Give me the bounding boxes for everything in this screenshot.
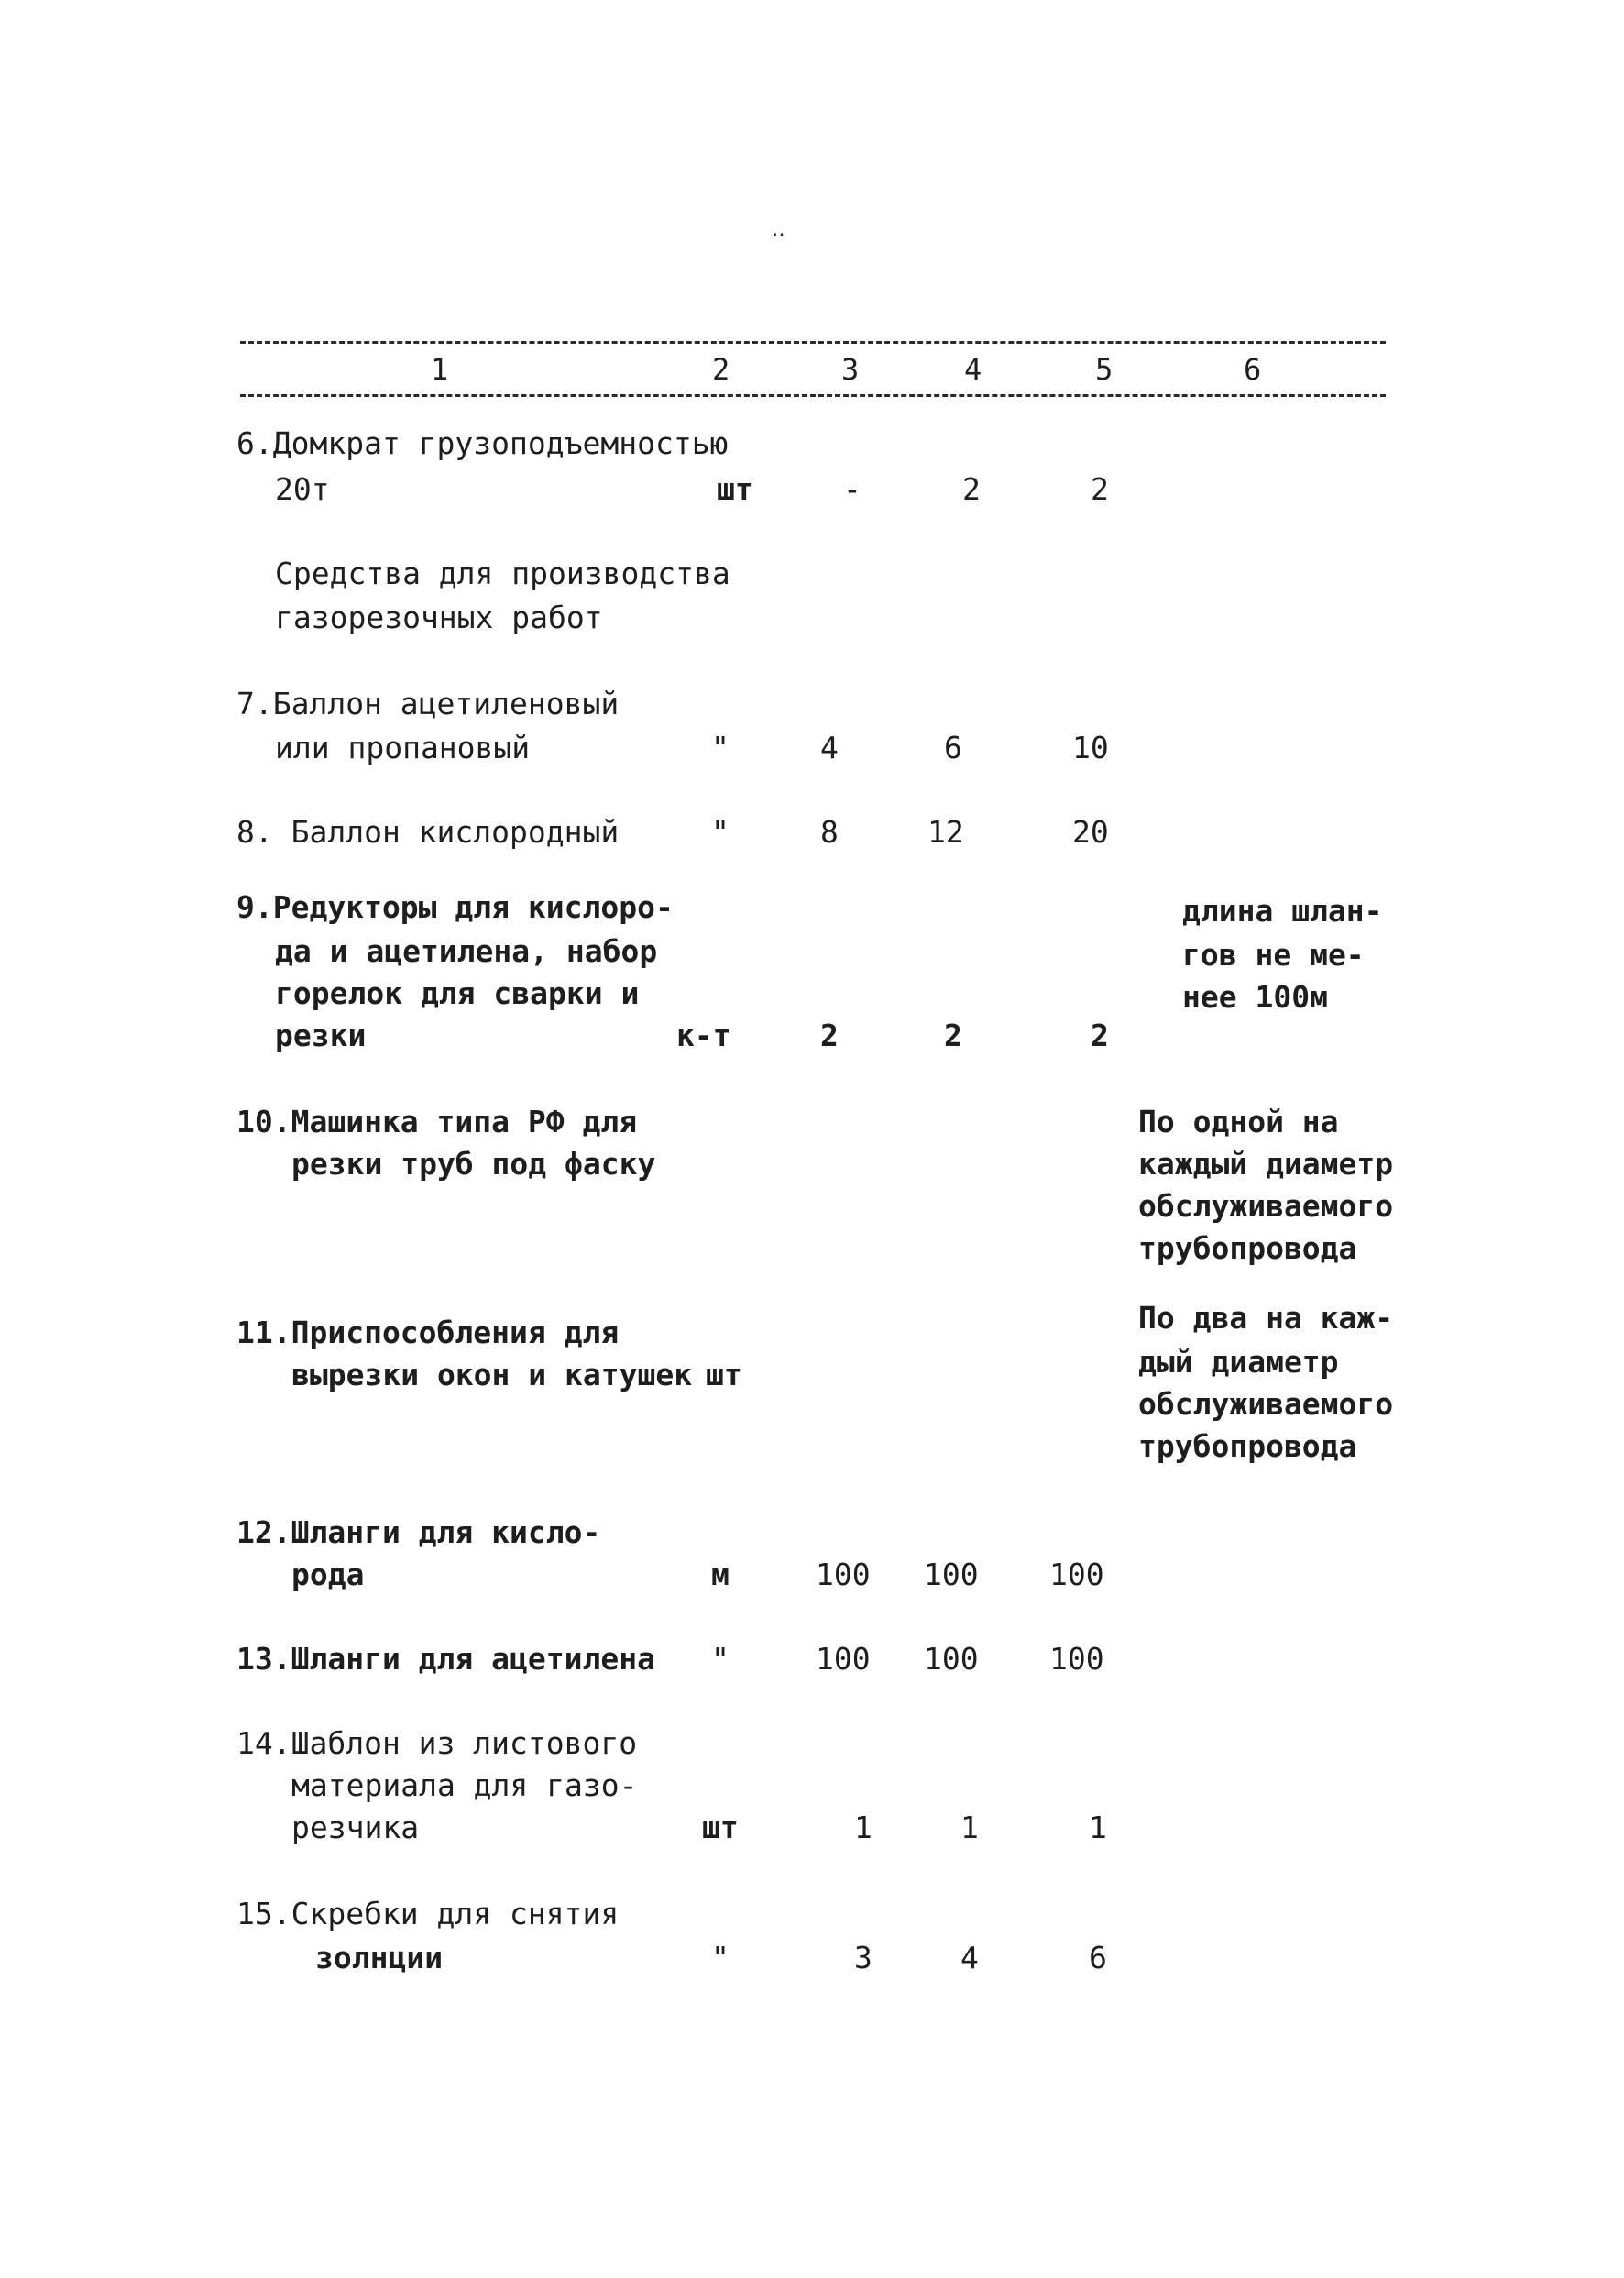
- row15-name-line1: 15.Скребки для снятия: [236, 1896, 620, 1931]
- row7-col3: 4: [820, 730, 839, 765]
- row9-name-line1: 9.Редукторы для кислоро-: [236, 889, 674, 925]
- row11-note-line1: По два на каж-: [1138, 1300, 1394, 1336]
- col-header-3: 3: [841, 352, 860, 387]
- row12-name-line2: рода: [291, 1557, 365, 1592]
- row8-name: 8. Баллон кислородный: [236, 814, 620, 850]
- row12-col4: 100: [924, 1557, 979, 1592]
- row8-col5: 20: [1072, 814, 1109, 850]
- row6-col3: -: [843, 471, 861, 507]
- row7-col4: 6: [944, 730, 962, 765]
- row11-name-line1: 11.Приспособления для: [236, 1315, 620, 1350]
- row13-col3: 100: [816, 1641, 871, 1677]
- row14-col3: 1: [854, 1810, 872, 1845]
- col-header-4: 4: [964, 352, 982, 387]
- row8-col4: 12: [927, 814, 964, 850]
- row9-col4: 2: [944, 1018, 962, 1053]
- row15-name-line2: золнции: [315, 1940, 444, 1975]
- row11-note-line2: дый диаметр: [1138, 1344, 1339, 1380]
- row6-unit: шт: [717, 471, 753, 507]
- row6-col4: 2: [962, 471, 981, 507]
- row14-unit: шт: [702, 1810, 739, 1845]
- row6-name-line2: 20т: [275, 471, 330, 507]
- row9-name-line3: горелок для сварки и: [275, 975, 640, 1011]
- row9-name-line2: да и ацетилена, набор: [275, 933, 658, 969]
- row10-note-line1: По одной на: [1138, 1104, 1339, 1139]
- row10-note-line4: трубопровода: [1138, 1230, 1357, 1266]
- row11-note-line4: трубопровода: [1138, 1428, 1357, 1464]
- row13-name: 13.Шланги для ацетилена: [236, 1641, 655, 1677]
- row11-note-line3: обслуживаемого: [1138, 1386, 1394, 1422]
- row9-note-line2: гов не ме-: [1182, 937, 1365, 973]
- row9-note-line3: нее 100м: [1182, 979, 1328, 1015]
- row13-col5: 100: [1049, 1641, 1104, 1677]
- row7-name-line1: 7.Баллон ацетиленовый: [236, 686, 620, 721]
- row15-col3: 3: [854, 1940, 872, 1975]
- row13-unit: ": [711, 1641, 730, 1677]
- row10-name-line2: резки труб под фаску: [291, 1146, 656, 1182]
- row10-name-line1: 10.Машинка типа РФ для: [236, 1104, 638, 1139]
- section-heading-line1: Средства для производства: [275, 556, 730, 591]
- section-heading-line2: газорезочных работ: [275, 600, 603, 635]
- row13-col4: 100: [924, 1641, 979, 1677]
- page-mark: ‥: [772, 218, 787, 241]
- row9-name-line4: резки: [275, 1018, 367, 1053]
- row12-col5: 100: [1049, 1557, 1104, 1592]
- header-rule-bottom: [240, 394, 1386, 397]
- col-header-6: 6: [1244, 352, 1262, 387]
- row10-note-line3: обслуживаемого: [1138, 1188, 1394, 1224]
- row14-col4: 1: [960, 1810, 979, 1845]
- row14-col5: 1: [1089, 1810, 1107, 1845]
- header-rule-top: [240, 341, 1386, 344]
- row11-unit: шт: [706, 1357, 742, 1392]
- row8-unit: ": [711, 814, 730, 850]
- row12-col3: 100: [816, 1557, 871, 1592]
- row12-name-line1: 12.Шланги для кисло-: [236, 1514, 601, 1550]
- row9-unit: к-т: [676, 1018, 731, 1053]
- row7-unit: ": [711, 730, 730, 765]
- row14-name-line3: резчика: [291, 1810, 420, 1845]
- row14-name-line2: материала для газо-: [291, 1767, 638, 1803]
- row7-name-line2: или пропановый: [275, 730, 531, 765]
- row10-note-line2: каждый диаметр: [1138, 1146, 1394, 1182]
- row11-name-line2: вырезки окон и катушек: [291, 1357, 693, 1392]
- row12-unit: м: [711, 1557, 730, 1592]
- row8-col3: 8: [820, 814, 839, 850]
- row9-col5: 2: [1091, 1018, 1109, 1053]
- col-header-1: 1: [431, 352, 449, 387]
- row9-col3: 2: [820, 1018, 839, 1053]
- col-header-5: 5: [1095, 352, 1114, 387]
- row9-note-line1: длина шлан-: [1182, 893, 1383, 929]
- row7-col5: 10: [1072, 730, 1109, 765]
- row6-name-line1: 6.Домкрат грузоподъемностью: [236, 425, 729, 461]
- row6-col5: 2: [1091, 471, 1109, 507]
- row15-col4: 4: [960, 1940, 979, 1975]
- row14-name-line1: 14.Шаблон из листового: [236, 1725, 638, 1761]
- row15-col5: 6: [1089, 1940, 1107, 1975]
- row15-unit: ": [711, 1940, 730, 1975]
- col-header-2: 2: [712, 352, 730, 387]
